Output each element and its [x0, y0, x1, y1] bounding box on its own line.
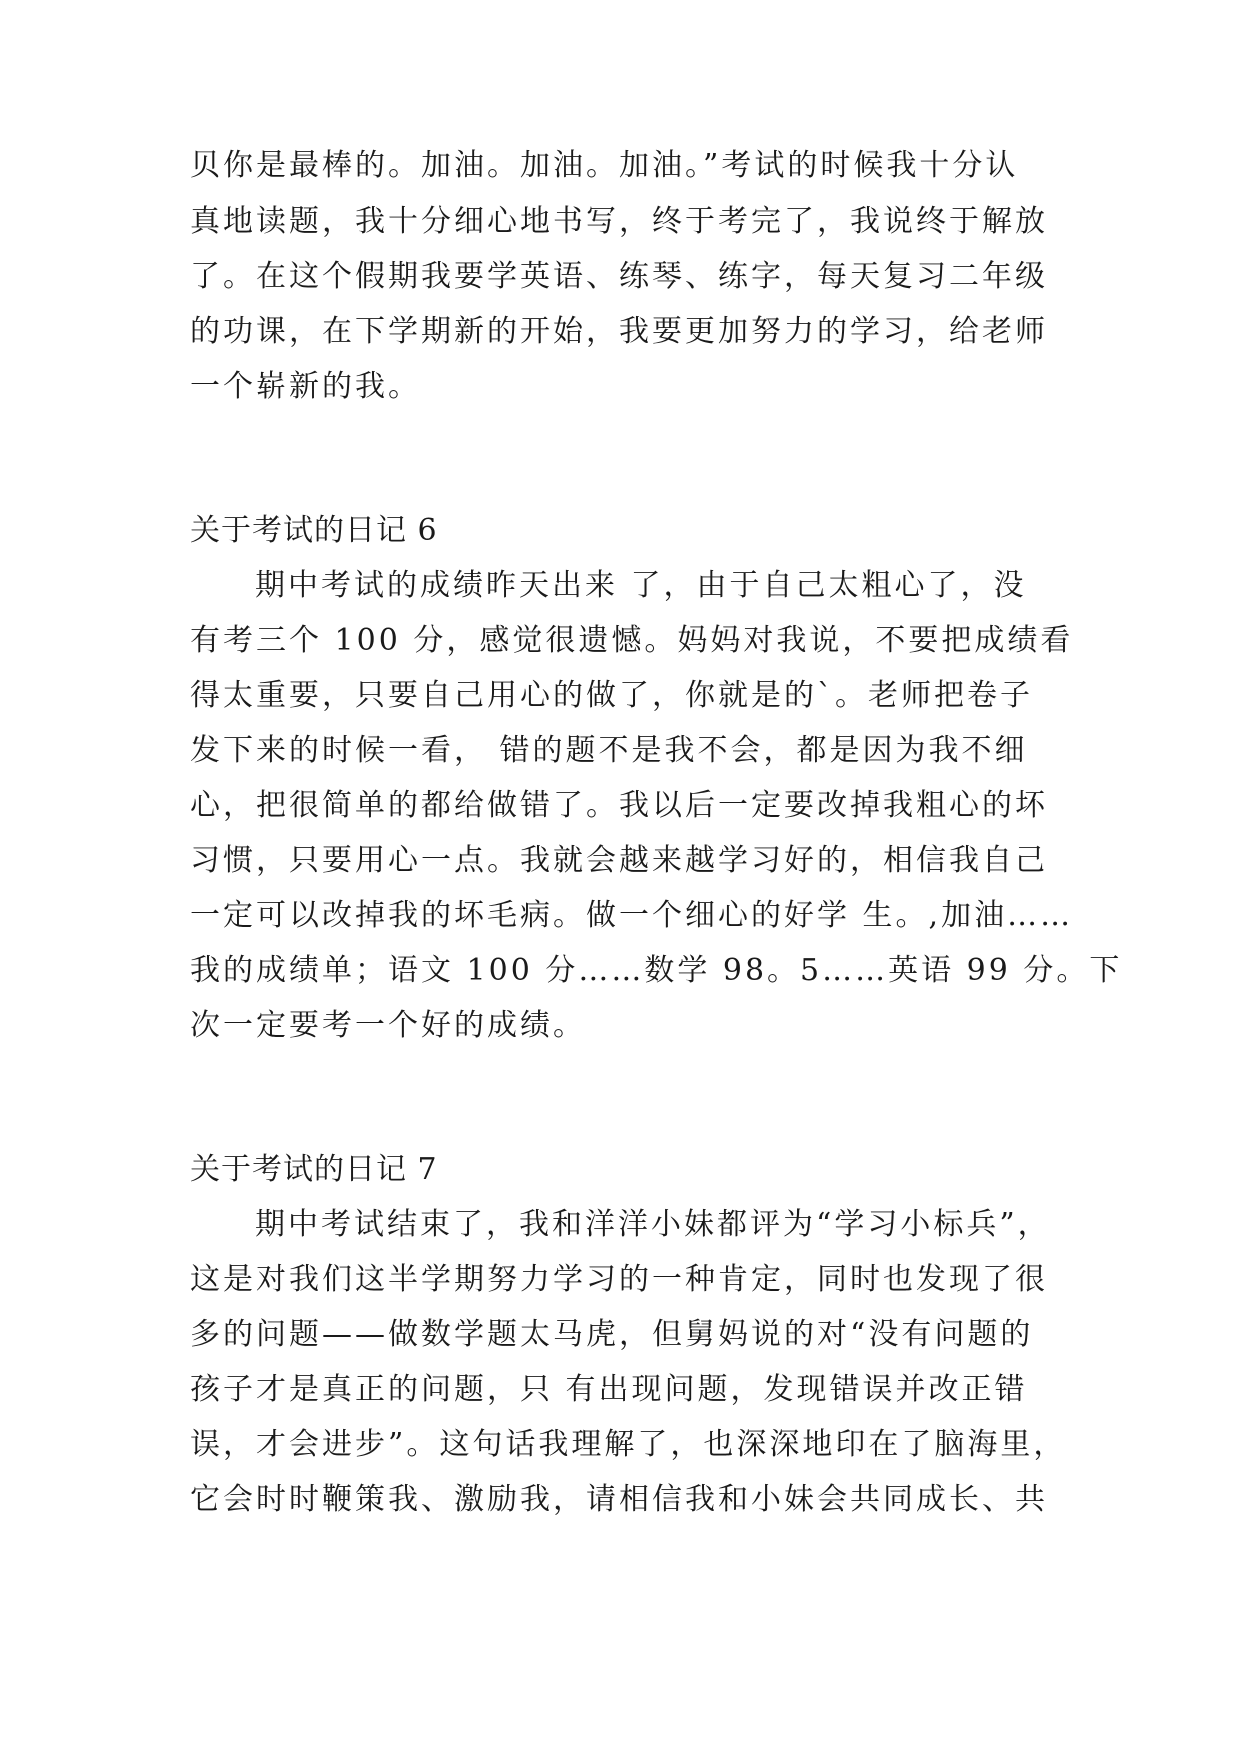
paragraph-line: 贝你是最棒的。加油。加油。加油。”考试的时候我十分认 — [190, 148, 1019, 183]
paragraph-line: 期中考试的成绩昨天出来 了，由于自己太粗心了，没 — [255, 568, 1027, 603]
paragraph-line: 有考三个 100 分，感觉很遗憾。妈妈对我说，不要把成绩看 — [190, 623, 1074, 658]
paragraph-line: 真地读题，我十分细心地书写，终于考完了，我说终于解放 — [190, 204, 1048, 239]
paragraph-line: 的功课，在下学期新的开始，我要更加努力的学习，给老师 — [190, 314, 1048, 349]
paragraph-line: 期中考试结束了，我和洋洋小妹都评为“学习小标兵”， — [255, 1207, 1051, 1242]
paragraph-line: 我的成绩单；语文 100 分……数学 98。5……英语 99 分。下 — [190, 953, 1123, 988]
paragraph-line: 得太重要，只要自己用心的做了，你就是的`。老师把卷子 — [190, 678, 1033, 713]
paragraph-line: 心，把很简单的都给做错了。我以后一定要改掉我粗心的坏 — [190, 788, 1048, 823]
paragraph-line: 多的问题——做数学题太马虎，但舅妈说的对“没有问题的 — [190, 1317, 1034, 1352]
paragraph-line: 习惯，只要用心一点。我就会越来越学习好的，相信我自己 — [190, 843, 1048, 878]
paragraph-line: 次一定要考一个好的成绩。 — [190, 1008, 586, 1043]
paragraph-line: 一个崭新的我。 — [190, 369, 421, 404]
paragraph-line: 这是对我们这半学期努力学习的一种肯定，同时也发现了很 — [190, 1262, 1048, 1297]
paragraph-line: 孩子才是真正的问题，只 有出现问题，发现错误并改正错 — [190, 1372, 1028, 1407]
diary7-heading: 关于考试的日记 7 — [190, 1152, 438, 1187]
paragraph-line: 误，才会进步”。这句话我理解了，也深深地印在了脑海里， — [190, 1427, 1067, 1462]
diary6-heading: 关于考试的日记 6 — [190, 513, 438, 548]
paragraph-line: 它会时时鞭策我、激励我，请相信我和小妹会共同成长、共 — [190, 1482, 1048, 1517]
paragraph-line: 了。在这个假期我要学英语、练琴、练字，每天复习二年级 — [190, 259, 1048, 294]
paragraph-line: 发下来的时候一看， 错的题不是我不会，都是因为我不细 — [190, 733, 1028, 768]
paragraph-line: 一定可以改掉我的坏毛病。做一个细心的好学 生。,加油…… — [190, 898, 1074, 933]
